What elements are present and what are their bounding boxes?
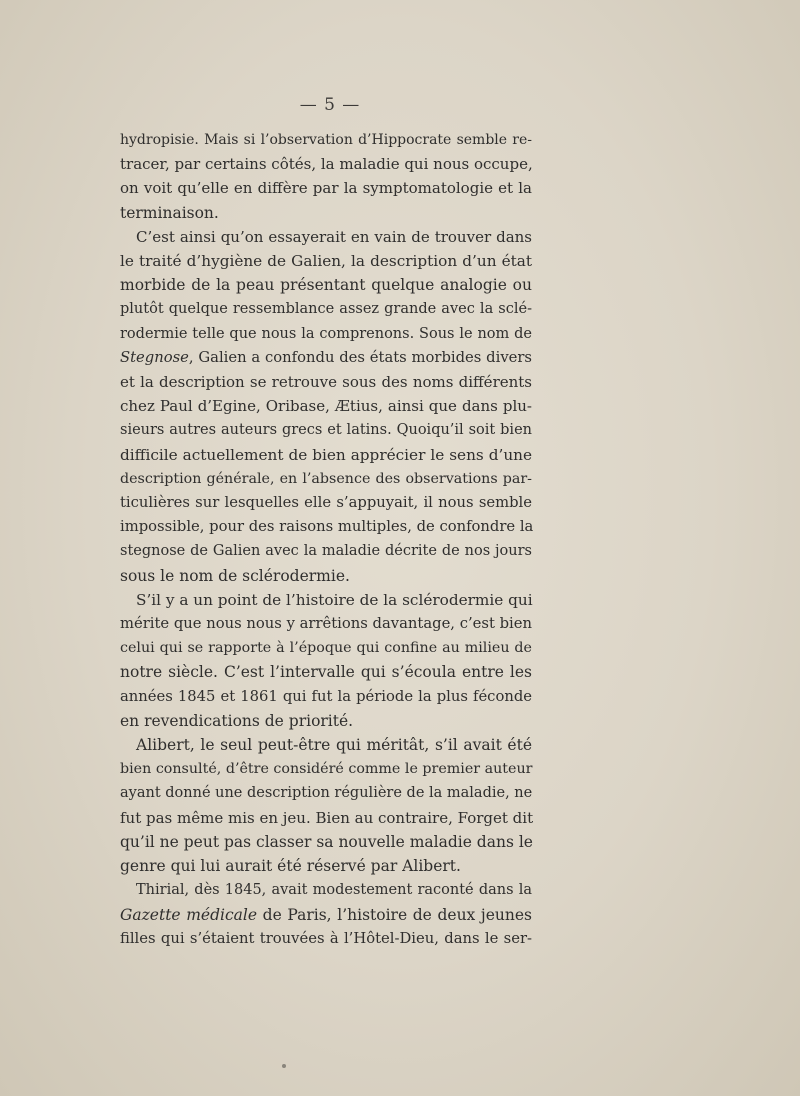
line-text: notre siècle. C’est l’intervalle qui s’écoula entre les [120, 663, 532, 682]
line-text: mérite que nous nous y arrêtions davantage, c’est bien [120, 615, 532, 633]
line-text: description générale, en l’absence des observations par- [120, 470, 532, 487]
page-number: — 5 — [299, 95, 361, 115]
text-line [120, 927, 532, 951]
paper-speck [282, 1064, 286, 1068]
text-line [120, 273, 532, 297]
line-text: sieurs autres auteurs grecs et latins. Quoiqu’il soit bien [120, 422, 532, 439]
text-line [120, 128, 532, 152]
line-text: fut pas même mis en jeu. Bien au contraire, Forget dit [120, 808, 534, 827]
text-line [120, 806, 532, 830]
text-line [120, 394, 532, 418]
line-text: tracer, par certains côtés, la maladie qui nous occupe, [120, 155, 533, 174]
text-line [120, 491, 532, 515]
line-text: Alibert, le seul peut-être qui méritât, s’il avait été [136, 736, 532, 755]
line-text: en revendications de priorité. [120, 711, 354, 730]
text-line [120, 443, 532, 467]
line-text: morbide de la peau présentant quelque analogie ou [120, 276, 532, 295]
text-line [120, 709, 532, 733]
line-text: et la description se retrouve sous des noms différents [120, 373, 532, 392]
italic-term: Stegnose [120, 348, 189, 366]
line-text: rodermie telle que nous la comprenons. Sous le nom de [120, 325, 532, 342]
text-line [120, 854, 532, 878]
line-text: terminaison. [120, 203, 219, 222]
line-text: stegnose de Galien avec la maladie décrite de nos jours [120, 543, 532, 560]
text-line [120, 612, 532, 636]
text-line [120, 757, 532, 781]
line-text: de Paris, l’histoire de deux jeunes [257, 905, 532, 924]
text-line [120, 830, 532, 854]
text-line [120, 733, 532, 757]
line-text: bien consulté, d’être considéré comme le premier auteur [120, 761, 533, 778]
line-text: celui qui se rapporte à l’époque qui confine au milieu de [120, 640, 532, 657]
line-text: on voit qu’elle en diffère par la symptomatologie et la [120, 179, 532, 198]
text-line [120, 176, 532, 200]
text-line [120, 903, 532, 927]
line-text: ayant donné une description régulière de la maladie, ne [120, 785, 533, 802]
line-text: genre qui lui aurait été réservé par Alibert. [120, 857, 461, 876]
line-text: difficile actuellement de bien apprécier le sens d’une [120, 445, 532, 464]
line-text: filles qui s’étaient trouvées à l’Hôtel-Dieu, dans le ser- [120, 929, 532, 947]
line-text: années 1845 et 1861 qui fut la période la plus féconde [120, 687, 532, 705]
text-line [120, 201, 532, 225]
text-line [120, 636, 532, 660]
text-line [120, 539, 532, 563]
text-line [120, 467, 532, 491]
body-text [120, 128, 532, 951]
text-line [120, 685, 532, 709]
line-text: le traité d’hygiène de Galien, la description d’un état [120, 252, 532, 271]
text-line [120, 660, 532, 684]
line-text: Thirial, dès 1845, avait modestement raconté dans la [136, 882, 532, 899]
text-line [120, 418, 532, 442]
line-text: chez Paul d’Egine, Oribase, Ætius, ainsi que dans plu- [120, 397, 532, 416]
line-text: impossible, pour des raisons multiples, de confondre la [120, 518, 534, 536]
line-text: hydropisie. Mais si l’observation d’Hippocrate semble re- [120, 132, 532, 148]
text-line [120, 370, 532, 394]
text-line [120, 322, 532, 346]
line-text: ticulières sur lesquelles elle s’appuyait, il nous semble [120, 494, 532, 512]
italic-term: Gazette médicale [120, 905, 258, 924]
text-line [120, 346, 532, 370]
text-line [120, 297, 532, 321]
text-line [120, 781, 532, 805]
text-line [120, 249, 532, 273]
text-line [120, 878, 532, 902]
text-line [120, 152, 532, 176]
line-text: sous le nom de sclérodermie. [120, 566, 350, 585]
line-text: , Galien a confondu des états morbides divers [188, 348, 532, 366]
line-text: C’est ainsi qu’on essayerait en vain de trouver dans [136, 227, 532, 246]
line-text: qu’il ne peut pas classer sa nouvelle maladie dans le [120, 832, 533, 851]
line-text: S’il y a un point de l’histoire de la sclérodermie qui [136, 590, 533, 609]
text-line [120, 225, 532, 249]
text-line [120, 588, 532, 612]
text-line [120, 515, 532, 539]
line-text: plutôt quelque ressemblance assez grande avec la sclé- [120, 301, 532, 318]
text-line [120, 564, 532, 588]
